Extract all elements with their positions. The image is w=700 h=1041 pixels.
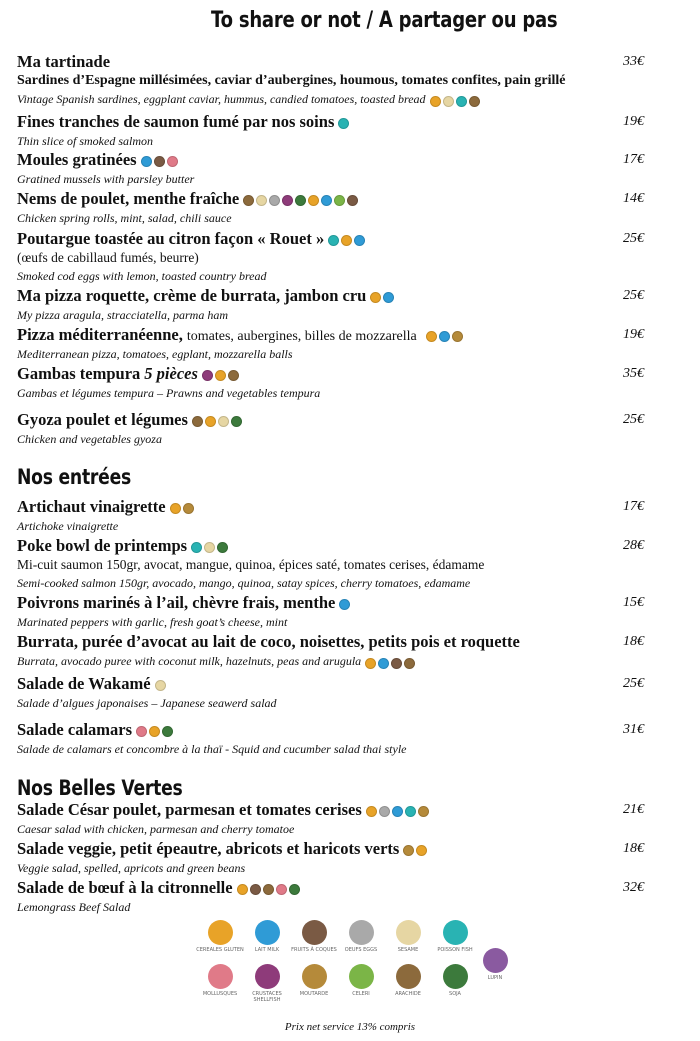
allergen-icons <box>192 412 244 430</box>
mustard-icon <box>403 845 414 856</box>
gluten-icon <box>416 845 427 856</box>
soy-icon <box>443 964 468 989</box>
menu-item <box>17 720 657 758</box>
item-price: 21€ <box>623 802 644 817</box>
item-name: Burrata, purée d’avocat au lait de coco, noisettes, petits pois et roquette <box>17 632 520 651</box>
item-description-en: Marinated peppers with garlic, fresh goat’s cheese, mint <box>17 615 288 629</box>
item-description-fr: Mi-cuit saumon 150gr, avocat, mangue, quinoa, épices saté, tomates cerises, édamame <box>17 557 485 572</box>
menu-item <box>17 364 657 402</box>
legend-gluten: CEREALES GLUTEN <box>195 920 245 953</box>
fish-icon <box>328 235 339 246</box>
fish-icon <box>338 118 349 129</box>
mollusc-icon <box>167 156 178 167</box>
milk-icon <box>354 235 365 246</box>
item-description-en: Burrata, avocado puree with coconut milk, hazelnuts, peas and arugula <box>17 652 657 671</box>
milk-icon <box>378 658 389 669</box>
item-price: 25€ <box>623 231 644 246</box>
item-description-en: Chicken and vegetables gyoza <box>17 432 162 446</box>
milk-icon <box>321 195 332 206</box>
item-name: Nems de poulet, menthe fraîche <box>17 189 240 208</box>
mustard-icon <box>452 331 463 342</box>
nuts-icon <box>250 884 261 895</box>
sesame-icon <box>256 195 267 206</box>
gluten-icon <box>170 503 181 514</box>
allergen-icons <box>155 676 168 694</box>
item-price: 33€ <box>623 54 644 69</box>
mustard-icon <box>302 964 327 989</box>
item-price: 28€ <box>623 538 644 553</box>
item-name: Salade veggie, petit épeautre, abricots et haricots verts <box>17 839 400 858</box>
item-description-fr: (œufs de cabillaud fumés, beurre) <box>17 250 199 265</box>
allergen-icons <box>202 366 241 384</box>
soy-icon <box>162 726 173 737</box>
item-description-en: Semi-cooked salmon 150gr, avocado, mango, quinoa, satay spices, cherry tomatoes, edamame <box>17 576 471 590</box>
item-name: Gambas tempura <box>17 364 141 383</box>
nuts-icon <box>391 658 402 669</box>
eggs-icon <box>349 920 374 945</box>
allergen-icons <box>370 288 396 306</box>
menu-item <box>17 674 657 712</box>
legend-soy: SOJA <box>430 964 480 997</box>
gluten-icon <box>426 331 437 342</box>
menu-item <box>17 800 657 838</box>
legend-sesame: SESAME <box>383 920 433 953</box>
item-description-en: Salade de calamars et concombre à la thaï - Squid and cucumber salad thai style <box>17 742 407 756</box>
allergen-icons <box>243 191 360 209</box>
gluten-icon <box>366 806 377 817</box>
sesame-icon <box>204 542 215 553</box>
fish-icon <box>405 806 416 817</box>
menu-item <box>17 229 657 285</box>
gluten-icon <box>341 235 352 246</box>
item-description-en: My pizza aragula, stracciatella, parma ham <box>17 308 228 322</box>
nuts-icon <box>347 195 358 206</box>
menu-item <box>17 189 657 227</box>
peanut-icon <box>396 964 421 989</box>
mollusc-icon <box>208 964 233 989</box>
legend-crustacean: CRUSTACES SHELLFISH <box>242 964 292 1003</box>
sesame-icon <box>218 416 229 427</box>
lupin-icon <box>483 948 508 973</box>
item-name: Poutargue toastée au citron façon « Rouet » <box>17 229 325 248</box>
milk-icon <box>383 292 394 303</box>
soy-icon <box>217 542 228 553</box>
allergen-icons <box>338 114 351 132</box>
fish-icon <box>456 96 467 107</box>
legend-nuts: FRUITS À COQUES <box>289 920 339 953</box>
item-description-en: Vintage Spanish sardines, eggplant caviar, hummus, candied tomatoes, toasted bread <box>17 90 657 109</box>
allergen-icons <box>403 841 429 859</box>
peanut-icon <box>228 370 239 381</box>
gluten-icon <box>205 416 216 427</box>
allergen-icons <box>365 653 417 671</box>
soy-icon <box>231 416 242 427</box>
soy-icon <box>295 195 306 206</box>
allergen-icons <box>366 802 431 820</box>
section-title-vertes: Nos Belles Vertes <box>17 776 183 800</box>
item-price: 25€ <box>623 412 644 427</box>
item-quantity: 5 pièces <box>144 364 198 383</box>
item-description-en: Artichoke vinaigrette <box>17 519 119 533</box>
legend-celery: CELERI <box>336 964 386 997</box>
gluten-icon <box>208 920 233 945</box>
gluten-icon <box>149 726 160 737</box>
eggs-icon <box>269 195 280 206</box>
item-price: 35€ <box>623 366 644 381</box>
sesame-icon <box>396 920 421 945</box>
peanut-icon <box>469 96 480 107</box>
menu-item <box>17 150 657 188</box>
peanut-icon <box>192 416 203 427</box>
legend-fish: POISSON FISH <box>430 920 480 953</box>
eggs-icon <box>379 806 390 817</box>
page-title: To share or not / A partager ou pas <box>211 8 558 33</box>
gluten-icon <box>308 195 319 206</box>
crustacean-icon <box>202 370 213 381</box>
milk-icon <box>392 806 403 817</box>
menu-item <box>17 878 657 916</box>
nuts-icon <box>154 156 165 167</box>
milk-icon <box>439 331 450 342</box>
milk-icon <box>339 599 350 610</box>
crustacean-icon <box>255 964 280 989</box>
item-name: Ma tartinade <box>17 52 111 71</box>
item-name: Moules gratinées <box>17 150 137 169</box>
menu-item <box>17 839 657 877</box>
item-name: Poke bowl de printemps <box>17 536 188 555</box>
mollusc-icon <box>276 884 287 895</box>
legend-mustard: MOUTARDE <box>289 964 339 997</box>
sesame-icon <box>155 680 166 691</box>
item-price: 15€ <box>623 595 644 610</box>
item-description-en: Chicken spring rolls, mint, salad, chili sauce <box>17 211 232 225</box>
item-description-fr: Sardines d’Espagne millésimées, caviar d’aubergines, houmous, tomates confites, pain grillé <box>17 73 566 88</box>
sesame-icon <box>443 96 454 107</box>
menu-item <box>17 497 657 535</box>
item-name: Poivrons marinés à l’ail, chèvre frais, menthe <box>17 593 336 612</box>
peanut-icon <box>404 658 415 669</box>
milk-icon <box>141 156 152 167</box>
allergen-icons <box>328 231 367 249</box>
item-name: Artichaut vinaigrette <box>17 497 166 516</box>
item-description-en: Caesar salad with chicken, parmesan and cherry tomatoe <box>17 822 295 836</box>
item-description-en: Gratined mussels with parsley butter <box>17 172 195 186</box>
menu-item <box>17 286 657 324</box>
menu-item <box>17 410 657 448</box>
item-name: Fines tranches de saumon fumé par nos soins <box>17 112 335 131</box>
peanut-icon <box>243 195 254 206</box>
item-description-en: Salade d’algues japonaises – Japanese seawerd salad <box>17 696 277 710</box>
peanut-icon <box>263 884 274 895</box>
item-name: Ma pizza roquette, crème de burrata, jambon cru <box>17 286 367 305</box>
gluten-icon <box>370 292 381 303</box>
item-name: Salade calamars <box>17 720 133 739</box>
item-price: 19€ <box>623 114 644 129</box>
item-name: Gyoza poulet et légumes <box>17 410 188 429</box>
service-note: Prix net service 13% compris <box>284 1021 416 1033</box>
nuts-icon <box>302 920 327 945</box>
menu-item <box>17 52 657 109</box>
gluten-icon <box>237 884 248 895</box>
celery-icon <box>334 195 345 206</box>
mustard-icon <box>183 503 194 514</box>
mustard-icon <box>418 806 429 817</box>
allergen-icons <box>191 538 230 556</box>
item-inline-description: tomates, aubergines, billes de mozzarella <box>186 329 417 344</box>
milk-icon <box>255 920 280 945</box>
gluten-icon <box>365 658 376 669</box>
item-name: Salade de Wakamé <box>17 674 151 693</box>
allergen-icons <box>237 880 302 898</box>
item-description-en: Lemongrass Beef Salad <box>17 900 131 914</box>
allergen-icons <box>136 722 175 740</box>
menu-item <box>17 536 657 592</box>
allergen-icons <box>141 152 180 170</box>
allergen-icons <box>426 327 465 345</box>
legend-mollusc: MOLLUSQUES <box>195 964 245 997</box>
item-price: 14€ <box>623 191 644 206</box>
item-price: 17€ <box>623 499 644 514</box>
section-title-entrees: Nos entrées <box>17 465 132 489</box>
item-price: 25€ <box>623 676 644 691</box>
fish-icon <box>443 920 468 945</box>
menu-item <box>17 593 657 631</box>
item-name: Pizza méditerranéenne, <box>17 325 183 344</box>
legend-eggs: OEUFS EGGS <box>336 920 386 953</box>
allergen-icons <box>170 499 196 517</box>
item-price: 32€ <box>623 880 644 895</box>
fish-icon <box>191 542 202 553</box>
allergen-legend <box>195 920 525 1005</box>
item-description-en: Smoked cod eggs with lemon, toasted country bread <box>17 269 267 283</box>
soy-icon <box>289 884 300 895</box>
item-description-en: Gambas et légumes tempura – Prawns and vegetables tempura <box>17 386 321 400</box>
gluten-icon <box>215 370 226 381</box>
item-price: 18€ <box>623 841 644 856</box>
item-price: 18€ <box>623 634 644 649</box>
item-name: Salade de bœuf à la citronnelle <box>17 878 233 897</box>
menu-item <box>17 325 657 363</box>
item-price: 25€ <box>623 288 644 303</box>
legend-peanut: ARACHIDE <box>383 964 433 997</box>
item-price: 19€ <box>623 327 644 342</box>
item-description-en: Mediterranean pizza, tomatoes, egplant, mozzarella balls <box>17 347 293 361</box>
allergen-icons <box>339 595 352 613</box>
celery-icon <box>349 964 374 989</box>
allergen-icons <box>430 91 482 109</box>
item-description-en: Veggie salad, spelled, apricots and green beans <box>17 861 246 875</box>
item-price: 17€ <box>623 152 644 167</box>
gluten-icon <box>430 96 441 107</box>
crustacean-icon <box>282 195 293 206</box>
mollusc-icon <box>136 726 147 737</box>
menu-item <box>17 632 657 671</box>
item-description-en: Thin slice of smoked salmon <box>17 134 153 148</box>
legend-milk: LAIT MILK <box>242 920 292 953</box>
menu-item <box>17 112 657 150</box>
legend-lupin: LUPIN <box>470 948 520 981</box>
item-name: Salade César poulet, parmesan et tomates cerises <box>17 800 362 819</box>
item-price: 31€ <box>623 722 644 737</box>
